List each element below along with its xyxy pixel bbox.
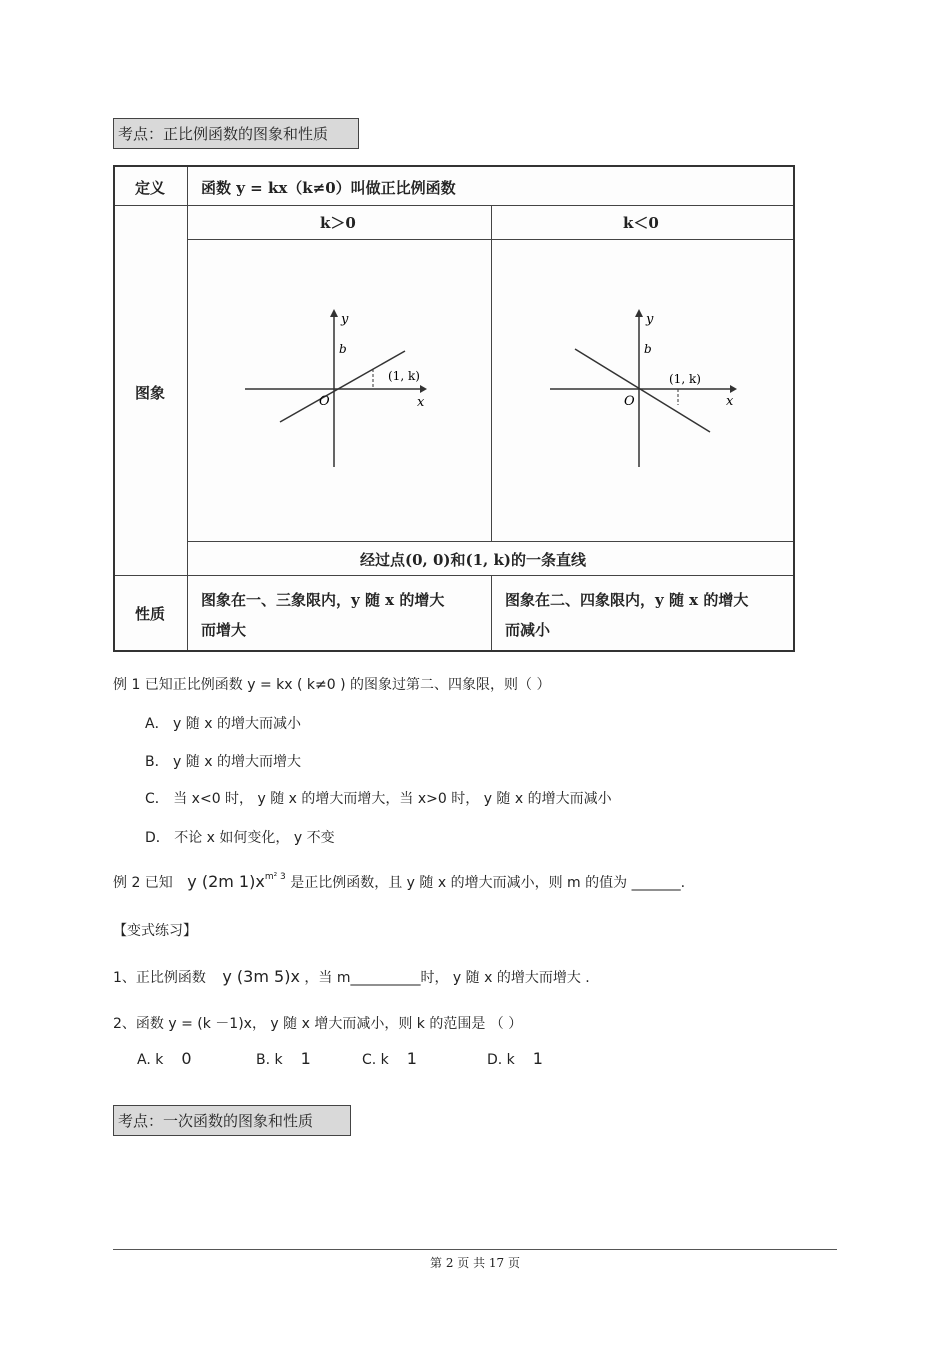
k-negative-header: k＜0 (623, 214, 659, 232)
example1-option-a: A． y 随 x 的增大而减小 (145, 716, 301, 732)
y-axis-label: y (341, 312, 349, 327)
graph-k-negative (540, 307, 745, 472)
def-label: 定义 (135, 179, 166, 197)
x-axis-label: x (417, 395, 425, 410)
q1-prefix: 1、正比例函数 (113, 970, 206, 986)
table-rule (491, 205, 492, 541)
section-title-text: 考点：正比例函数的图象和性质 (118, 125, 329, 143)
example2-suffix: 是正比例函数，且 y 随 x 的增大而减小，则 m 的值为 _______. (290, 875, 686, 891)
footer-rule (113, 1249, 837, 1250)
example1-stem: 例 1 已知正比例函数 y = kx ( k≠0 ) 的图象过第二、四象限，则（ ） (113, 677, 551, 693)
b-label: b (339, 342, 347, 356)
point-label: (1, k) (669, 372, 701, 386)
x-axis-arrow (730, 385, 737, 393)
example2-prefix: 例 2 已知 (113, 875, 173, 891)
y-axis-label: y (646, 312, 654, 327)
property-table (113, 165, 795, 652)
example1-option-c: C． 当 x<0 时， y 随 x 的增大而增大，当 x>0 时， y 随 x 的增大而减小 (145, 791, 612, 807)
table-rule (115, 205, 793, 206)
practice-heading: 【变式练习】 (113, 923, 197, 939)
section-title-2 (113, 1105, 351, 1136)
q1-mid: ，当 m (304, 970, 351, 986)
q2-option-c: C. k 1 (362, 1049, 417, 1068)
y-axis-arrow (635, 309, 643, 317)
table-rule (187, 239, 793, 240)
section-title-2-text: 考点：一次函数的图象和性质 (118, 1112, 314, 1130)
q1-formula: y (3m 5)x (222, 967, 300, 986)
graph-label: 图象 (135, 384, 166, 402)
example1-option-b: B． y 随 x 的增大而增大 (145, 754, 301, 770)
table-rule (115, 575, 793, 576)
b-label: b (644, 342, 652, 356)
origin-label: O (624, 394, 635, 409)
prop-negative-1: 图象在二、四象限内，y 随 x 的增大 (505, 591, 749, 609)
function-line (575, 349, 710, 432)
q1-blank: __________ (350, 970, 421, 986)
q2-option-b: B. k 1 (256, 1049, 311, 1068)
prop-label: 性质 (135, 605, 166, 623)
point-label: (1, k) (388, 369, 420, 383)
page-number: 第 2 页 共 17 页 (430, 1256, 520, 1270)
table-rule (491, 575, 492, 650)
table-rule (187, 167, 188, 650)
example2-formula: y (2m 1)x (187, 872, 265, 891)
y-axis-arrow (330, 309, 338, 317)
prop-positive-1: 图象在一、三象限内，y 随 x 的增大 (201, 591, 445, 609)
x-axis-arrow (420, 385, 427, 393)
q2-option-a: A. k 0 (137, 1049, 192, 1068)
prop-positive-2: 而增大 (201, 621, 247, 639)
practice-q1 (113, 967, 590, 987)
q2-option-d: D. k 1 (487, 1049, 543, 1068)
prop-negative-2: 而减小 (505, 621, 551, 639)
k-positive-header: k＞0 (320, 214, 356, 232)
def-text: 函数 y = kx（k≠0）叫做正比例函数 (201, 179, 456, 197)
example2 (113, 872, 685, 892)
graph-k-positive (235, 307, 435, 472)
through-text: 经过点(0, 0)和(1, k)的一条直线 (360, 551, 586, 569)
origin-label: O (319, 394, 330, 409)
example2-exponent: m² 3 (264, 872, 286, 882)
q1-suffix: 时， y 随 x 的增大而增大 . (420, 970, 590, 986)
x-axis-label: x (726, 394, 734, 409)
practice-q2: 2、函数 y = (k －1)x， y 随 x 增大而减小，则 k 的范围是 （ ） (113, 1016, 523, 1032)
section-title (113, 118, 359, 149)
table-rule (187, 541, 793, 542)
example1-option-d: D． 不论 x 如何变化， y 不变 (145, 830, 335, 846)
function-line (280, 351, 405, 422)
